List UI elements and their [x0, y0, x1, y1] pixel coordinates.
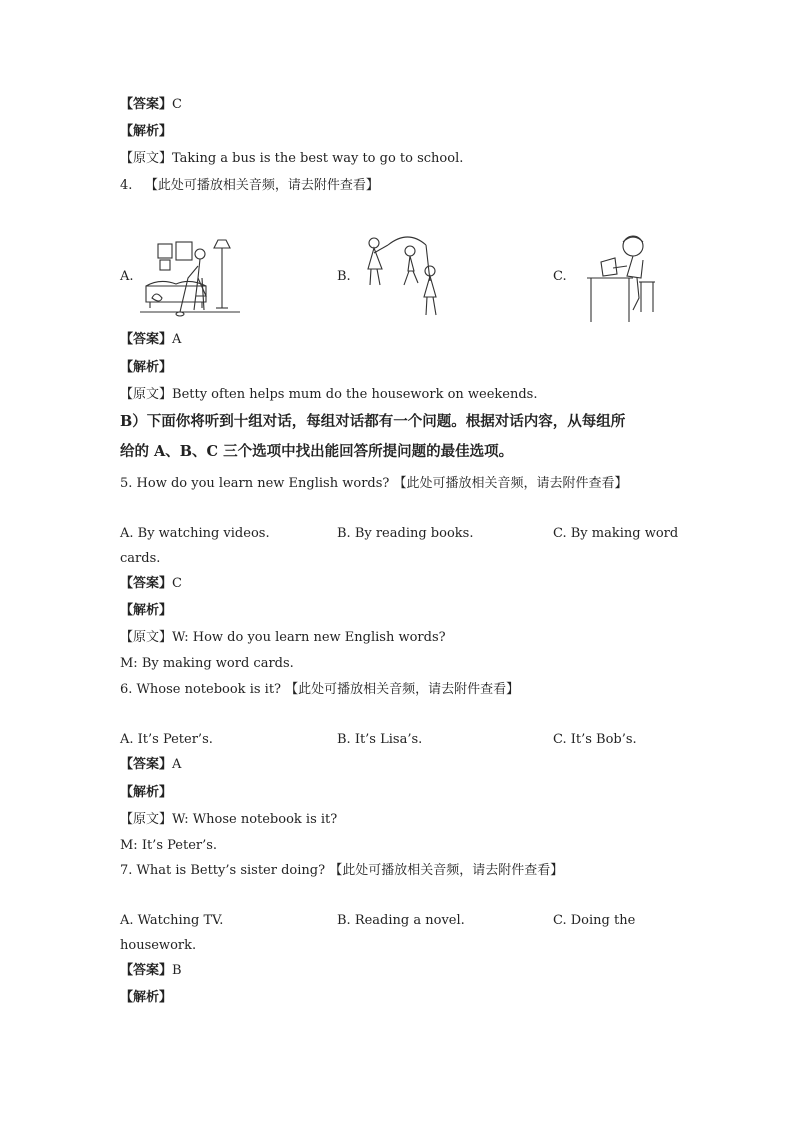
q4-option-b-label: B.: [337, 269, 351, 284]
original-label: 【原文】: [120, 151, 173, 166]
q7-option-a: A. Watching TV.: [120, 913, 224, 928]
q5-audio-note: 【此处可播放相关音频，请去附件查看】: [393, 476, 628, 491]
section-b-line-1: B）下面你将听到十组对话，每组对话都有一个问题。根据对话内容，从每组所: [120, 413, 626, 430]
q5-option-a: A. By watching videos.: [120, 526, 270, 541]
q6-option-b: B. It’s Lisa’s.: [337, 732, 423, 747]
q4-analysis: [120, 359, 172, 377]
q5-original: [120, 629, 446, 647]
q6-original: [120, 811, 337, 829]
original-label: 【原文】: [120, 812, 173, 827]
q4-number: 4.: [120, 178, 133, 193]
q3-answer: [120, 96, 182, 114]
q6-option-c: C. It’s Bob’s.: [553, 732, 637, 747]
q3-answer-value: C: [172, 97, 182, 112]
q4-question: [120, 177, 379, 195]
analysis-label: 【解析】: [120, 124, 173, 139]
q6-original-2: M: It’s Peter’s.: [120, 838, 218, 853]
q5-option-c-cont: cards.: [120, 551, 161, 566]
q5-original-2: M: By making word cards.: [120, 656, 294, 671]
q5-analysis: [120, 602, 172, 620]
q6-question: [120, 681, 519, 699]
q4-original: [120, 386, 538, 404]
q5-answer: [120, 575, 182, 593]
q5-answer-value: C: [172, 576, 182, 591]
analysis-label: 【解析】: [120, 785, 173, 800]
q3-original-text: Taking a bus is the best way to go to school.: [172, 151, 464, 166]
q6-option-a: A. It’s Peter’s.: [120, 732, 213, 747]
answer-label: 【答案】: [120, 757, 173, 772]
q6-original-text: W: Whose notebook is it?: [172, 812, 338, 827]
jump-rope-icon: [358, 231, 458, 321]
q7-answer: [120, 962, 182, 980]
q5-original-text: W: How do you learn new English words?: [172, 630, 446, 645]
q3-original: [120, 150, 463, 168]
q7-analysis: [120, 989, 172, 1007]
answer-label: 【答案】: [120, 97, 173, 112]
woman-cleaning-icon: [140, 238, 240, 320]
q5-option-c: C. By making word: [553, 526, 679, 541]
q6-answer: [120, 756, 181, 774]
q7-question: [120, 862, 563, 880]
q4-option-a-label: A.: [120, 269, 134, 284]
q7-audio-note: 【此处可播放相关音频，请去附件查看】: [329, 863, 564, 878]
q7-question-text: 7. What is Betty’s sister doing?: [120, 863, 326, 878]
q4-answer-value: A: [172, 332, 182, 347]
q5-option-b: B. By reading books.: [337, 526, 474, 541]
q4-option-c-label: C.: [553, 269, 567, 284]
section-b-line-2: 给的 A、B、C 三个选项中找出能回答所提问题的最佳选项。: [120, 443, 514, 460]
original-label: 【原文】: [120, 630, 173, 645]
q4-picture-b: [358, 231, 458, 321]
q6-analysis: [120, 784, 172, 802]
q7-option-c: C. Doing the: [553, 913, 636, 928]
q4-picture-c: [583, 232, 663, 324]
analysis-label: 【解析】: [120, 603, 173, 618]
original-label: 【原文】: [120, 387, 173, 402]
answer-label: 【答案】: [120, 332, 173, 347]
answer-label: 【答案】: [120, 963, 173, 978]
q7-option-c-cont: housework.: [120, 938, 197, 953]
q7-option-b: B. Reading a novel.: [337, 913, 465, 928]
q4-picture-a: [140, 238, 240, 320]
q4-audio-note: 【此处可播放相关音频，请去附件查看】: [144, 178, 379, 193]
answer-label: 【答案】: [120, 576, 173, 591]
q6-answer-value: A: [172, 757, 182, 772]
analysis-label: 【解析】: [120, 990, 173, 1005]
q6-question-text: 6. Whose notebook is it?: [120, 682, 282, 697]
q5-question: [120, 475, 628, 493]
q7-answer-value: B: [172, 963, 182, 978]
q6-audio-note: 【此处可播放相关音频，请去附件查看】: [285, 682, 520, 697]
q4-answer: [120, 331, 181, 349]
q5-question-text: 5. How do you learn new English words?: [120, 476, 390, 491]
reading-at-desk-icon: [583, 232, 663, 324]
q4-original-text: Betty often helps mum do the housework on weekends.: [172, 387, 538, 402]
q3-analysis: [120, 123, 172, 141]
analysis-label: 【解析】: [120, 360, 173, 375]
